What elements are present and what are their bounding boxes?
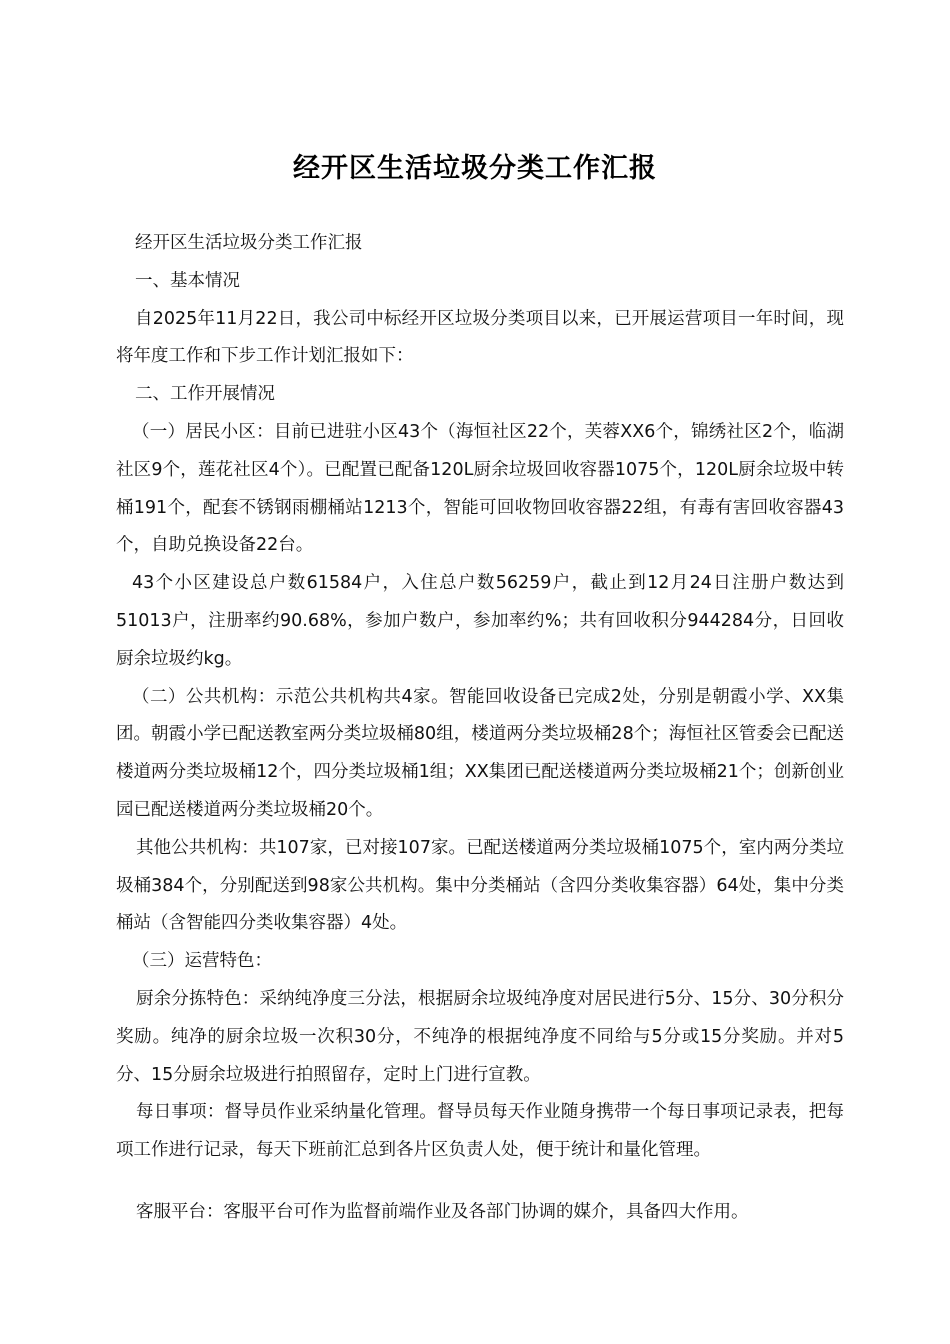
paragraph-introduction: 自2025年11月22日，我公司中标经开区垃圾分类项目以来，已开展运营项目一年时间，现将年度工作和下步工作计划汇报如下： — [116, 308, 844, 367]
section-heading-basic-situation: 一、基本情况 — [135, 270, 240, 291]
paragraph-daily-tasks: 每日事项：督导员作业采纳量化管理。督导员每天作业随身携带一个每日事项记录表，把每项工作进行记录，每天下班前汇总到各片区负责人处，便于统计和量化管理。 — [116, 1102, 844, 1161]
paragraph-residential-communities: （一）居民小区：目前已进驻小区43个（海恒社区22个，芙蓉XX6个，锦绣社区2个，临湖社区9个，莲花社区4个）。已配置已配备120L厨余垃圾回收容器1075个，120L厨余垃圾中转桶191个，配套不锈钢雨棚桶站1213个，智能可回收物回收容器22组，有毒有害回收容器43个，自助兑换设备22台。 — [116, 421, 844, 556]
paragraph-public-institutions: （二）公共机构：示范公共机构共4家。智能回收设备已完成2处，分别是朝霞小学、XX集团。朝霞小学已配送教室两分类垃圾桶80组，楼道两分类垃圾桶28个；海恒社区管委会已配送楼道两分类垃圾桶12个，四分类垃圾桶1组；XX集团已配送楼道两分类垃圾桶21个；创新创业园已配送楼道两分类垃圾桶20个。 — [116, 686, 844, 820]
paragraph-other-public-institutions: 其他公共机构：共107家，已对接107家。已配送楼道两分类垃圾桶1075个，室内两分类垃圾桶384个，分别配送到98家公共机构。集中分类桶站（含四分类收集容器）64处，集中分类桶站（含智能四分类收集容器）4处。 — [116, 837, 844, 934]
document-body — [116, 225, 844, 1232]
paragraph-household-statistics: 43个小区建设总户数61584户，入住总户数56259户，截止到12月24日注册户数达到51013户，注册率约90.68%，参加户数户，参加率约%；共有回收积分944284分，日回收厨余垃圾约kg。 — [116, 573, 844, 669]
paragraph-customer-service-platform: 客服平台：客服平台可作为监督前端作业及各部门协调的媒介，具备四大作用。 — [136, 1201, 749, 1222]
section-heading-work-progress: 二、工作开展情况 — [135, 384, 275, 405]
paragraph-repeated-title: 经开区生活垃圾分类工作汇报 — [135, 233, 363, 253]
document-title: 经开区生活垃圾分类工作汇报 — [293, 153, 657, 185]
paragraph-kitchen-waste-sorting: 厨余分拣特色：采纳纯净度三分法，根据厨余垃圾纯净度对居民进行5分、15分、30分积分奖励。纯净的厨余垃圾一次积30分，不纯净的根据纯净度不同给与5分或15分奖励。并对5分、15分厨余垃圾进行拍照留存，定时上门进行宣教。 — [116, 988, 844, 1085]
section-heading-operation-features: （三）运营特色： — [132, 951, 272, 972]
